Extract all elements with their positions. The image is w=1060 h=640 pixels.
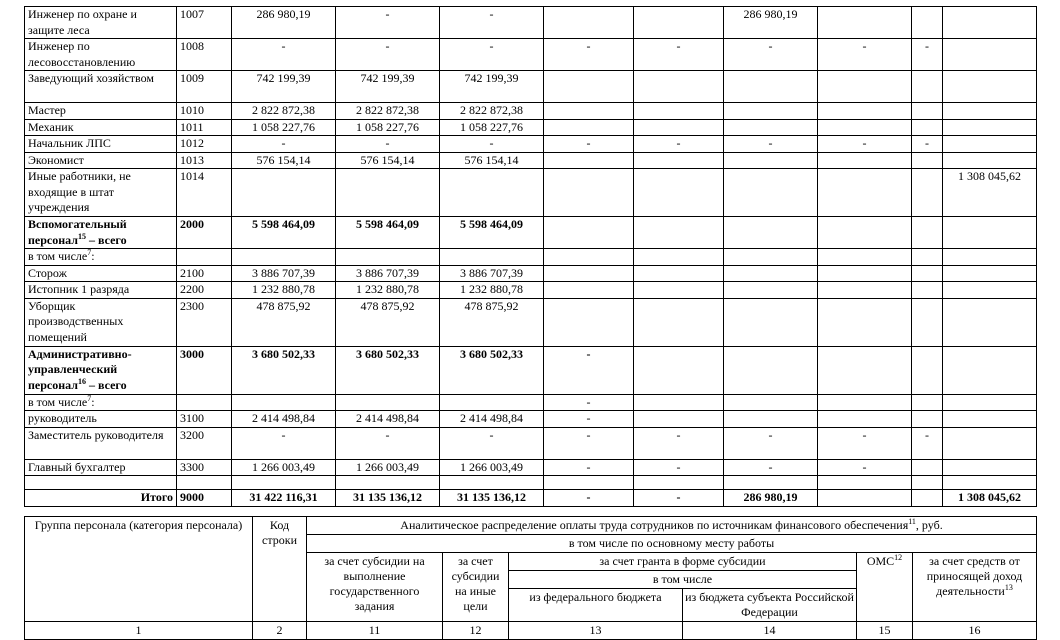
cell-c14: - xyxy=(544,427,634,459)
cell-c15 xyxy=(634,71,724,103)
cell-c13: 1 232 880,78 xyxy=(440,282,544,299)
cell-c19 xyxy=(943,476,1037,490)
table-row xyxy=(25,411,1037,428)
table-row xyxy=(25,7,1037,39)
row-code: 1011 xyxy=(177,119,232,136)
cell-c17 xyxy=(818,265,912,282)
cell-c17 xyxy=(818,476,912,490)
cell-c14: - xyxy=(544,459,634,476)
cell-c16: - xyxy=(724,39,818,71)
cell-c13: 576 154,14 xyxy=(440,152,544,169)
cell-c17 xyxy=(818,103,912,120)
cell-c14 xyxy=(544,217,634,249)
cell-c13 xyxy=(440,249,544,266)
cell-c11: 1 058 227,76 xyxy=(232,119,336,136)
row-code: 2000 xyxy=(177,217,232,249)
cell-c14 xyxy=(544,152,634,169)
cell-c15 xyxy=(634,282,724,299)
cell-c14 xyxy=(544,265,634,282)
row-label: Экономист xyxy=(25,152,177,169)
row-label: в том числе$^7$: xyxy=(25,394,177,411)
cell-c19 xyxy=(943,152,1037,169)
row-label: руководитель xyxy=(25,411,177,428)
cell-c18 xyxy=(912,7,943,39)
table-row xyxy=(25,459,1037,476)
cell-c19 xyxy=(943,39,1037,71)
table-row xyxy=(25,265,1037,282)
table-row xyxy=(25,39,1037,71)
cell-c15: - xyxy=(634,490,724,507)
cell-c16 xyxy=(724,249,818,266)
row-label: Заведующий хозяйством xyxy=(25,71,177,103)
cell-c14: - xyxy=(544,394,634,411)
cell-c11: 1 266 003,49 xyxy=(232,459,336,476)
column-number: 15 xyxy=(857,622,913,640)
cell-c13: - xyxy=(440,136,544,153)
cell-c16 xyxy=(724,476,818,490)
cell-c11: - xyxy=(232,427,336,459)
cell-c11: 3 680 502,33 xyxy=(232,346,336,394)
row-code: 1007 xyxy=(177,7,232,39)
header-oms: ОМС$^{12}$ xyxy=(857,553,913,622)
cell-c18 xyxy=(912,103,943,120)
header-subsidy-other: за счет субсидии на иные цели xyxy=(443,553,509,622)
cell-c13 xyxy=(440,394,544,411)
cell-c18 xyxy=(912,298,943,346)
cell-c17 xyxy=(818,490,912,507)
table-row xyxy=(25,169,1037,217)
cell-c15: - xyxy=(634,136,724,153)
column-number: 12 xyxy=(443,622,509,640)
cell-c13: 31 135 136,12 xyxy=(440,490,544,507)
row-code: 1010 xyxy=(177,103,232,120)
cell-c14: - xyxy=(544,346,634,394)
cell-c18: - xyxy=(912,39,943,71)
cell-c19 xyxy=(943,265,1037,282)
cell-c12: 1 232 880,78 xyxy=(336,282,440,299)
row-label: Административно-управленческий персонал$^{16}$ – всего xyxy=(25,346,177,394)
cell-c15 xyxy=(634,152,724,169)
cell-c11: 478 875,92 xyxy=(232,298,336,346)
cell-c15 xyxy=(634,411,724,428)
row-code: 3200 xyxy=(177,427,232,459)
cell-c17 xyxy=(818,298,912,346)
cell-c19 xyxy=(943,346,1037,394)
table-row xyxy=(25,119,1037,136)
table-row xyxy=(25,490,1037,507)
cell-c13: - xyxy=(440,7,544,39)
cell-c17 xyxy=(818,394,912,411)
cell-c16 xyxy=(724,282,818,299)
cell-c17 xyxy=(818,7,912,39)
cell-c15 xyxy=(634,476,724,490)
row-label: Главный бухгалтер xyxy=(25,459,177,476)
cell-c11: 31 422 116,31 xyxy=(232,490,336,507)
cell-c19 xyxy=(943,119,1037,136)
cell-c12: 2 414 498,84 xyxy=(336,411,440,428)
cell-c11 xyxy=(232,394,336,411)
header-grant: за счет гранта в форме субсидии xyxy=(509,553,857,571)
row-code xyxy=(177,249,232,266)
header-incl: в том числе xyxy=(509,571,857,589)
cell-c16 xyxy=(724,71,818,103)
cell-c18 xyxy=(912,249,943,266)
cell-c15: - xyxy=(634,39,724,71)
cell-c19 xyxy=(943,136,1037,153)
cell-c12: 3 680 502,33 xyxy=(336,346,440,394)
row-label: Инженер по лесовосстановлению xyxy=(25,39,177,71)
row-label: Итого xyxy=(25,490,177,507)
cell-c18 xyxy=(912,265,943,282)
cell-c19 xyxy=(943,427,1037,459)
cell-c12 xyxy=(336,476,440,490)
cell-c15 xyxy=(634,103,724,120)
cell-c11 xyxy=(232,169,336,217)
cell-c19 xyxy=(943,7,1037,39)
cell-c12 xyxy=(336,169,440,217)
cell-c16 xyxy=(724,152,818,169)
cell-c12 xyxy=(336,249,440,266)
cell-c11: 286 980,19 xyxy=(232,7,336,39)
column-header-table xyxy=(24,516,1037,640)
row-code: 3100 xyxy=(177,411,232,428)
cell-c11: 1 232 880,78 xyxy=(232,282,336,299)
cell-c17 xyxy=(818,282,912,299)
cell-c13: 478 875,92 xyxy=(440,298,544,346)
cell-c19 xyxy=(943,282,1037,299)
column-number: 16 xyxy=(913,622,1037,640)
header-federal: из федерального бюджета xyxy=(509,589,683,622)
row-label xyxy=(25,476,177,490)
cell-c16: - xyxy=(724,136,818,153)
cell-c14: - xyxy=(544,39,634,71)
cell-c17 xyxy=(818,152,912,169)
cell-c16 xyxy=(724,217,818,249)
row-code: 1013 xyxy=(177,152,232,169)
cell-c11: 3 886 707,39 xyxy=(232,265,336,282)
cell-c14 xyxy=(544,249,634,266)
row-label: Сторож xyxy=(25,265,177,282)
cell-c14 xyxy=(544,71,634,103)
cell-c18 xyxy=(912,119,943,136)
cell-c15 xyxy=(634,217,724,249)
header-regional: из бюджета субъекта Российской Федерации xyxy=(683,589,857,622)
cell-c13: 742 199,39 xyxy=(440,71,544,103)
cell-c13: 2 414 498,84 xyxy=(440,411,544,428)
row-label: в том числе$^7$: xyxy=(25,249,177,266)
cell-c14 xyxy=(544,119,634,136)
table-row xyxy=(25,103,1037,120)
cell-c11: 742 199,39 xyxy=(232,71,336,103)
row-code: 2200 xyxy=(177,282,232,299)
row-code: 1012 xyxy=(177,136,232,153)
cell-c19 xyxy=(943,103,1037,120)
column-number: 13 xyxy=(509,622,683,640)
column-number: 11 xyxy=(307,622,443,640)
cell-c16 xyxy=(724,119,818,136)
cell-c13 xyxy=(440,169,544,217)
cell-c11: 2 414 498,84 xyxy=(232,411,336,428)
cell-c16 xyxy=(724,103,818,120)
cell-c14: - xyxy=(544,490,634,507)
cell-c12: 5 598 464,09 xyxy=(336,217,440,249)
cell-c12: 2 822 872,38 xyxy=(336,103,440,120)
table-row xyxy=(25,249,1037,266)
cell-c18 xyxy=(912,476,943,490)
row-code xyxy=(177,476,232,490)
cell-c17 xyxy=(818,169,912,217)
cell-c13: 1 266 003,49 xyxy=(440,459,544,476)
cell-c17 xyxy=(818,346,912,394)
cell-c11: 2 822 872,38 xyxy=(232,103,336,120)
cell-c15 xyxy=(634,265,724,282)
column-number: 1 xyxy=(25,622,253,640)
cell-c15: - xyxy=(634,459,724,476)
cell-c16 xyxy=(724,411,818,428)
cell-c18 xyxy=(912,394,943,411)
cell-c18 xyxy=(912,411,943,428)
cell-c16 xyxy=(724,298,818,346)
row-code: 1008 xyxy=(177,39,232,71)
header-analytic: Аналитическое распределение оплаты труда сотрудников по источникам финансового обеспечения$^{11}$, руб. xyxy=(307,517,1037,535)
row-code: 2100 xyxy=(177,265,232,282)
cell-c12: 576 154,14 xyxy=(336,152,440,169)
column-number: 2 xyxy=(253,622,307,640)
row-code: 1009 xyxy=(177,71,232,103)
cell-c17: - xyxy=(818,39,912,71)
cell-c17 xyxy=(818,411,912,428)
cell-c12: 31 135 136,12 xyxy=(336,490,440,507)
cell-c14 xyxy=(544,298,634,346)
cell-c17: - xyxy=(818,136,912,153)
row-code: 3000 xyxy=(177,346,232,394)
cell-c13 xyxy=(440,476,544,490)
table-row xyxy=(25,298,1037,346)
column-number: 14 xyxy=(683,622,857,640)
cell-c14: - xyxy=(544,136,634,153)
cell-c16: - xyxy=(724,427,818,459)
row-label: Уборщик производственных помещений xyxy=(25,298,177,346)
cell-c13: - xyxy=(440,427,544,459)
cell-c19 xyxy=(943,71,1037,103)
table-row xyxy=(25,427,1037,459)
cell-c14 xyxy=(544,476,634,490)
cell-c13: 2 822 872,38 xyxy=(440,103,544,120)
cell-c12: - xyxy=(336,427,440,459)
cell-c12: 1 266 003,49 xyxy=(336,459,440,476)
cell-c16 xyxy=(724,346,818,394)
cell-c17 xyxy=(818,249,912,266)
cell-c18 xyxy=(912,346,943,394)
table-row xyxy=(25,152,1037,169)
cell-c12: - xyxy=(336,39,440,71)
cell-c16 xyxy=(724,394,818,411)
cell-c15 xyxy=(634,298,724,346)
cell-c19 xyxy=(943,217,1037,249)
cell-c12: 478 875,92 xyxy=(336,298,440,346)
row-label: Вспомогательный персонал$^{15}$ – всего xyxy=(25,217,177,249)
cell-c15 xyxy=(634,119,724,136)
row-label: Заместитель руководителя xyxy=(25,427,177,459)
cell-c18 xyxy=(912,490,943,507)
cell-c18 xyxy=(912,459,943,476)
row-code: 1014 xyxy=(177,169,232,217)
row-label: Начальник ЛПС xyxy=(25,136,177,153)
cell-c14 xyxy=(544,103,634,120)
cell-c13: 3 886 707,39 xyxy=(440,265,544,282)
header-income: за счет средств от приносящей доход деятельности$^{13}$ xyxy=(913,553,1037,622)
cell-c12: 1 058 227,76 xyxy=(336,119,440,136)
table-row xyxy=(25,394,1037,411)
row-label: Мастер xyxy=(25,103,177,120)
cell-c15 xyxy=(634,346,724,394)
table-row xyxy=(25,136,1037,153)
row-code xyxy=(177,394,232,411)
cell-c18: - xyxy=(912,136,943,153)
cell-c15 xyxy=(634,249,724,266)
table-row xyxy=(25,282,1037,299)
cell-c12: - xyxy=(336,136,440,153)
row-code: 9000 xyxy=(177,490,232,507)
cell-c12 xyxy=(336,394,440,411)
cell-c14 xyxy=(544,7,634,39)
cell-c17 xyxy=(818,119,912,136)
cell-c13: 1 058 227,76 xyxy=(440,119,544,136)
cell-c19: 1 308 045,62 xyxy=(943,169,1037,217)
cell-c19 xyxy=(943,459,1037,476)
cell-c12: 742 199,39 xyxy=(336,71,440,103)
cell-c15 xyxy=(634,7,724,39)
cell-c11 xyxy=(232,249,336,266)
cell-c16: 286 980,19 xyxy=(724,7,818,39)
row-code: 2300 xyxy=(177,298,232,346)
cell-c18 xyxy=(912,152,943,169)
header-subsidy-state: за счет субсидии на выполнение государственного задания xyxy=(307,553,443,622)
cell-c12: 3 886 707,39 xyxy=(336,265,440,282)
cell-c14: - xyxy=(544,411,634,428)
row-label: Иные работники, не входящие в штат учреждения xyxy=(25,169,177,217)
table-row xyxy=(25,71,1037,103)
cell-c13: - xyxy=(440,39,544,71)
cell-c16: 286 980,19 xyxy=(724,490,818,507)
cell-c18 xyxy=(912,71,943,103)
cell-c13: 3 680 502,33 xyxy=(440,346,544,394)
cell-c11: - xyxy=(232,39,336,71)
row-label: Механик xyxy=(25,119,177,136)
cell-c17 xyxy=(818,217,912,249)
row-label: Инженер по охране и защите леса xyxy=(25,7,177,39)
cell-c18: - xyxy=(912,427,943,459)
cell-c18 xyxy=(912,282,943,299)
table-row xyxy=(25,346,1037,394)
table-row xyxy=(25,476,1037,490)
cell-c14 xyxy=(544,282,634,299)
cell-c18 xyxy=(912,217,943,249)
header-group: Группа персонала (категория персонала) xyxy=(25,517,253,622)
cell-c15 xyxy=(634,394,724,411)
cell-c16: - xyxy=(724,459,818,476)
cell-c13: 5 598 464,09 xyxy=(440,217,544,249)
cell-c11 xyxy=(232,476,336,490)
cell-c19 xyxy=(943,249,1037,266)
header-code: Код строки xyxy=(253,517,307,622)
cell-c15 xyxy=(634,169,724,217)
table-row xyxy=(25,217,1037,249)
cell-c14 xyxy=(544,169,634,217)
row-code: 3300 xyxy=(177,459,232,476)
cell-c12: - xyxy=(336,7,440,39)
cell-c17: - xyxy=(818,427,912,459)
cell-c18 xyxy=(912,169,943,217)
row-label: Истопник 1 разряда xyxy=(25,282,177,299)
cell-c11: - xyxy=(232,136,336,153)
cell-c16 xyxy=(724,169,818,217)
cell-c17 xyxy=(818,71,912,103)
header-main-place: в том числе по основному месту работы xyxy=(307,535,1037,553)
cell-c17: - xyxy=(818,459,912,476)
cell-c11: 5 598 464,09 xyxy=(232,217,336,249)
cell-c19 xyxy=(943,394,1037,411)
cell-c19 xyxy=(943,298,1037,346)
cell-c11: 576 154,14 xyxy=(232,152,336,169)
cell-c19 xyxy=(943,411,1037,428)
cell-c15: - xyxy=(634,427,724,459)
cell-c19: 1 308 045,62 xyxy=(943,490,1037,507)
cell-c16 xyxy=(724,265,818,282)
salary-table xyxy=(24,6,1037,507)
